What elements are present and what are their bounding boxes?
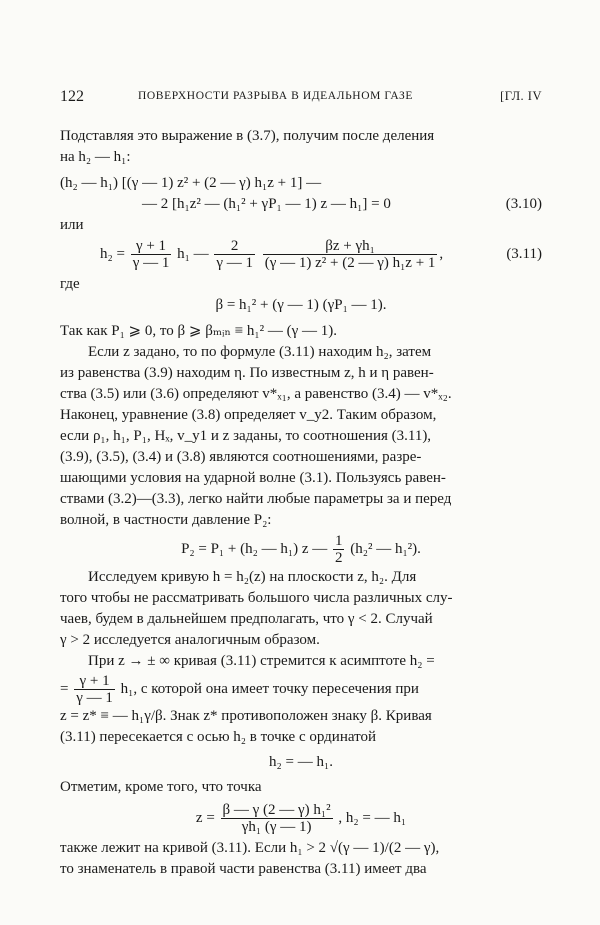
text-line: z = z* ≡ — h₁γ/β. Знак z* противоположен знаку β. Кривая <box>60 708 432 724</box>
book-page <box>60 86 542 880</box>
equation-p2: P₂ = P₁ + (h₂ — h₁) z — $\frac{1}{2}$ (h₂² — h₁²). <box>181 533 421 567</box>
equation-z: z = $\frac{\text{β — γ (2 — γ) h₁²}}{\text{γh₁ (γ — 1)}}$ , h₂ = — h₁ <box>195 802 407 836</box>
chapter-label: [ГЛ. IV <box>500 89 542 103</box>
equation-3-10-line1: (h₂ — h₁) [(γ — 1) z² + (2 — γ) h₁z + 1] — <box>60 175 322 191</box>
page-number: 122 <box>60 88 84 105</box>
text-line-with-fraction: = $\frac{\gamma + 1}{\gamma — 1}$ h₁, с которой она имеет точку пересечения при <box>60 673 419 707</box>
text-line: на h₂ — h₁: <box>60 149 131 165</box>
text-line: если ρ₁, h₁, P₁, Hₓ, v_y1 и z заданы, то соотношения (3.11), <box>60 428 432 444</box>
page-header <box>60 86 542 108</box>
text-line: Исследуем кривую h = h₂(z) на плоскости z, h₂. Для <box>88 569 417 585</box>
equation-number: (3.11) <box>506 246 542 262</box>
equation-number: (3.10) <box>505 196 542 212</box>
text-line: то знаменатель в правой части равенства (3.11) имеет два <box>60 861 427 877</box>
text-line: где <box>60 276 80 292</box>
text-line: чаев, будем в дальнейшем предполагать, что γ < 2. Случай <box>60 611 433 627</box>
equation-3-10-line2: — 2 [h₁z² — (h₁² + γP₁ — 1) z — h₁] = 0 (3.10) <box>60 194 542 215</box>
text-line: Если z задано, то по формуле (3.11) находим h₂, затем <box>88 344 432 360</box>
text-line: ства (3.5) или (3.6) определяют v*ₓ₁, а равенство (3.4) — v*ₓ₂. <box>60 386 452 402</box>
equation-h2: h₂ = — h₁. <box>269 754 333 770</box>
fraction: $\frac{\text{β — γ (2 — γ) h₁²}}{\text{γh₁ (γ — 1)}}$ <box>222 802 331 836</box>
text-line: γ > 2 исследуется аналогичным образом. <box>60 632 320 648</box>
running-title: ПОВЕРХНОСТИ РАЗРЫВА В ИДЕАЛЬНОМ ГАЗЕ <box>138 90 414 102</box>
text-line: При z → ± ∞ кривая (3.11) стремится к асимптоте h₂ = <box>88 653 435 669</box>
text-line: ствами (3.2)—(3.3), легко найти любые параметры за и перед <box>60 491 452 507</box>
fraction: $\frac{\gamma + 1}{\gamma — 1}$ <box>76 673 113 707</box>
equation-3-11: h₂ = $\frac{\gamma + 1}{\gamma — 1}$ h₁ — $\frac{2}{\gamma — 1}$ $\frac{\text{βz + γh₁}}{\text{(γ — 1) z² + (2 — γ) h₁z + 1}}$ , (3.11) <box>100 238 542 271</box>
text-line: Отметим, кроме того, что точка <box>60 779 262 795</box>
text-line: (3.11) пересекается с осью h₂ в точке с ординатой <box>60 729 377 745</box>
text-line: волной, в частности давление P₂: <box>60 512 272 528</box>
fraction: $\frac{\text{βz + γh₁}}{\text{(γ — 1) z² + (2 — γ) h₁z + 1}}$ <box>264 238 436 271</box>
text-line: Так как P₁ ⩾ 0, то β ⩾ βₘᵢₙ ≡ h₁² — (γ — 1). <box>60 323 338 339</box>
equation-beta: β = h₁² + (γ — 1) (γP₁ — 1). <box>215 297 387 313</box>
text-line: того чтобы не рассматривать большого числа различных слу- <box>60 590 453 606</box>
text-line: или <box>60 217 84 233</box>
text-line: также лежит на кривой (3.11). Если h₁ > 2 √(γ — 1)/(2 — γ), <box>60 840 440 856</box>
text-line: Подставляя это выражение в (3.7), получим после деления <box>60 128 435 144</box>
text-line: Наконец, уравнение (3.8) определяет v_y2. Таким образом, <box>60 407 437 423</box>
text-line: (3.9), (3.5), (3.4) и (3.8) являются соотношениями, разре- <box>60 449 422 465</box>
fraction: $\frac{2}{\gamma — 1}$ <box>216 238 253 271</box>
text-line: из равенства (3.9) находим η. По известным z, h и η равен- <box>60 365 434 381</box>
fraction: $\frac{1}{2}$ <box>334 533 343 567</box>
text-line: шающими условия на ударной волне (3.1). Пользуясь равен- <box>60 470 446 486</box>
fraction: $\frac{\gamma + 1}{\gamma — 1}$ <box>132 238 170 271</box>
